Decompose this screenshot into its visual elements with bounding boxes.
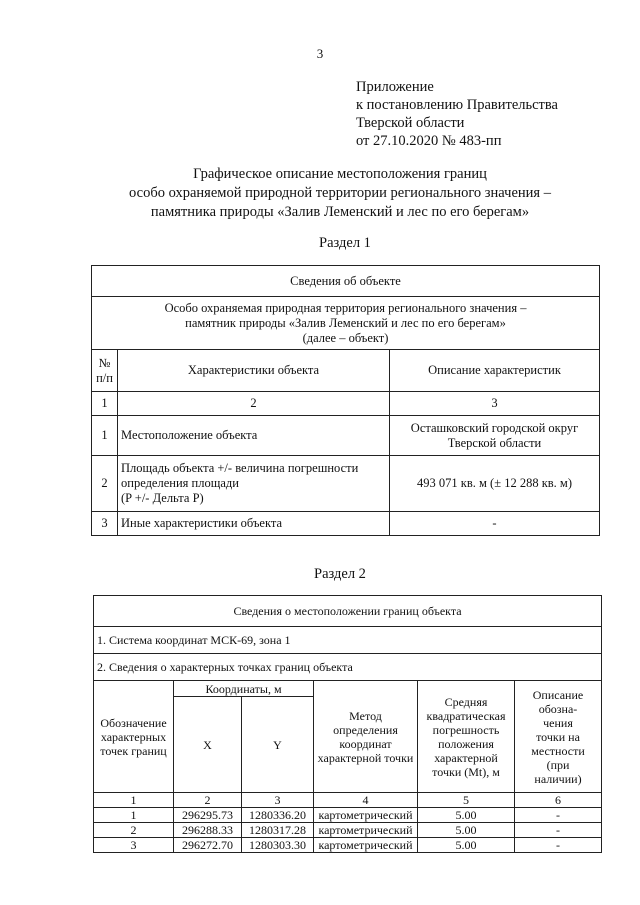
header-line: (при — [546, 757, 570, 772]
y-value: 1280317.28 — [242, 823, 314, 838]
header-line: Метод — [349, 708, 382, 723]
col-number: 3 — [242, 793, 314, 808]
appendix-line: от 27.10.2020 № 483-пп — [356, 133, 502, 149]
header-row — [94, 681, 602, 697]
method-value: картометрический — [314, 823, 418, 838]
header-line: наличии) — [534, 771, 582, 786]
description-value: - — [515, 838, 602, 853]
y-header: Y — [242, 697, 314, 793]
column-numbers-row — [94, 793, 602, 808]
table-row — [92, 416, 600, 456]
row-characteristic-line: Площадь объекта +/- величина погрешности — [121, 461, 359, 475]
title-line: особо охраняемой природной территории регионального значения – — [129, 185, 551, 201]
header-line: Описание — [532, 687, 584, 702]
y-value: 1280336.20 — [242, 808, 314, 823]
object-name-row — [92, 297, 600, 350]
point-id: 2 — [94, 823, 174, 838]
header-line: погрешность — [432, 722, 500, 737]
header-line: координат — [339, 736, 392, 751]
object-name-line: памятник природы «Залив Леменский и лес по его берегам» — [185, 315, 506, 330]
header-line: положения — [438, 736, 494, 751]
header-line: определения — [333, 722, 398, 737]
error-value: 5.00 — [418, 823, 515, 838]
header-row — [92, 350, 600, 392]
object-name-line: Особо охраняемая природная территория регионального значения – — [164, 300, 527, 315]
row-number: 1 — [92, 416, 118, 456]
row-value — [390, 416, 600, 456]
header-line: характерных — [100, 729, 167, 744]
row-characteristic-line: (P +/- Дельта P) — [121, 491, 204, 505]
point-description-header — [515, 681, 602, 793]
object-name-line: (далее – объект) — [302, 330, 389, 345]
boundary-points-table — [93, 595, 602, 853]
description-value: - — [515, 823, 602, 838]
col-number: 5 — [418, 793, 515, 808]
row-number: 2 — [92, 456, 118, 512]
table-row — [94, 838, 602, 853]
y-value: 1280303.30 — [242, 838, 314, 853]
row-value: - — [390, 512, 600, 536]
method-value: картометрический — [314, 808, 418, 823]
header-line: квадратическая — [426, 708, 506, 723]
col-number: 1 — [92, 392, 118, 416]
row-value-line: Осташковский городской округ — [410, 420, 579, 435]
points-info-row — [94, 654, 602, 681]
col-number: 2 — [174, 793, 242, 808]
title-line: Графическое описание местоположения границ — [193, 166, 487, 182]
appendix-line: Тверской области — [356, 115, 465, 131]
document-title — [0, 165, 640, 222]
error-value: 5.00 — [418, 808, 515, 823]
error-header — [418, 681, 515, 793]
characteristics-header: Характеристики объекта — [118, 350, 390, 392]
designation-header — [94, 681, 174, 793]
x-value: 296288.33 — [174, 823, 242, 838]
header-line: Обозначение — [100, 715, 167, 730]
object-name — [92, 297, 600, 350]
header-line: характерной — [434, 750, 498, 765]
row-characteristic: Иные характеристики объекта — [118, 512, 390, 536]
section-1-heading: Раздел 1 — [319, 235, 371, 251]
num-header-line: № — [98, 355, 111, 370]
row-value-line: Тверской области — [447, 435, 542, 450]
description-header: Описание характеристик — [390, 350, 600, 392]
header-line: характерной точки — [317, 750, 414, 765]
table-title-row — [92, 266, 600, 297]
col-number: 2 — [118, 392, 390, 416]
appendix-line: Приложение — [356, 79, 434, 95]
col-number: 4 — [314, 793, 418, 808]
appendix-block — [356, 78, 558, 150]
method-header — [314, 681, 418, 793]
description-value: - — [515, 808, 602, 823]
header-line: точек границ — [100, 743, 167, 758]
table-row — [94, 823, 602, 838]
num-header — [92, 350, 118, 392]
col-number: 6 — [515, 793, 602, 808]
error-value: 5.00 — [418, 838, 515, 853]
coord-system-row — [94, 627, 602, 654]
header-line: местности — [531, 743, 585, 758]
table-title: Сведения об объекте — [92, 266, 600, 297]
title-line: памятника природы «Залив Леменский и лес по его берегам» — [150, 204, 530, 220]
method-value: картометрический — [314, 838, 418, 853]
page-number: 3 — [316, 46, 324, 61]
header-line: чения — [543, 715, 573, 730]
object-info-table — [91, 265, 600, 536]
row-number: 3 — [92, 512, 118, 536]
table-row — [94, 808, 602, 823]
table-title-row — [94, 596, 602, 627]
coord-system: 1. Система координат МСК-69, зона 1 — [94, 627, 602, 654]
header-line: обозна- — [538, 701, 578, 716]
point-id: 1 — [94, 808, 174, 823]
x-header: X — [174, 697, 242, 793]
x-value: 296272.70 — [174, 838, 242, 853]
x-value: 296295.73 — [174, 808, 242, 823]
row-characteristic: Местоположение объекта — [118, 416, 390, 456]
appendix-line: к постановлению Правительства — [356, 97, 558, 113]
row-characteristic — [118, 456, 390, 512]
header-line: точки (Mt), м — [432, 764, 500, 779]
col-number: 1 — [94, 793, 174, 808]
section-2-heading: Раздел 2 — [314, 566, 366, 582]
num-header-line: п/п — [96, 370, 113, 385]
header-line: Средняя — [444, 694, 488, 709]
table-row — [92, 456, 600, 512]
points-info: 2. Сведения о характерных точках границ объекта — [94, 654, 602, 681]
header-line: точки на — [536, 729, 580, 744]
point-id: 3 — [94, 838, 174, 853]
row-characteristic-line: определения площади — [121, 476, 239, 490]
table-title: Сведения о местоположении границ объекта — [94, 596, 602, 627]
coordinates-header: Координаты, м — [174, 681, 314, 697]
row-value: 493 071 кв. м (± 12 288 кв. м) — [390, 456, 600, 512]
column-numbers-row — [92, 392, 600, 416]
table-row — [92, 512, 600, 536]
col-number: 3 — [390, 392, 600, 416]
